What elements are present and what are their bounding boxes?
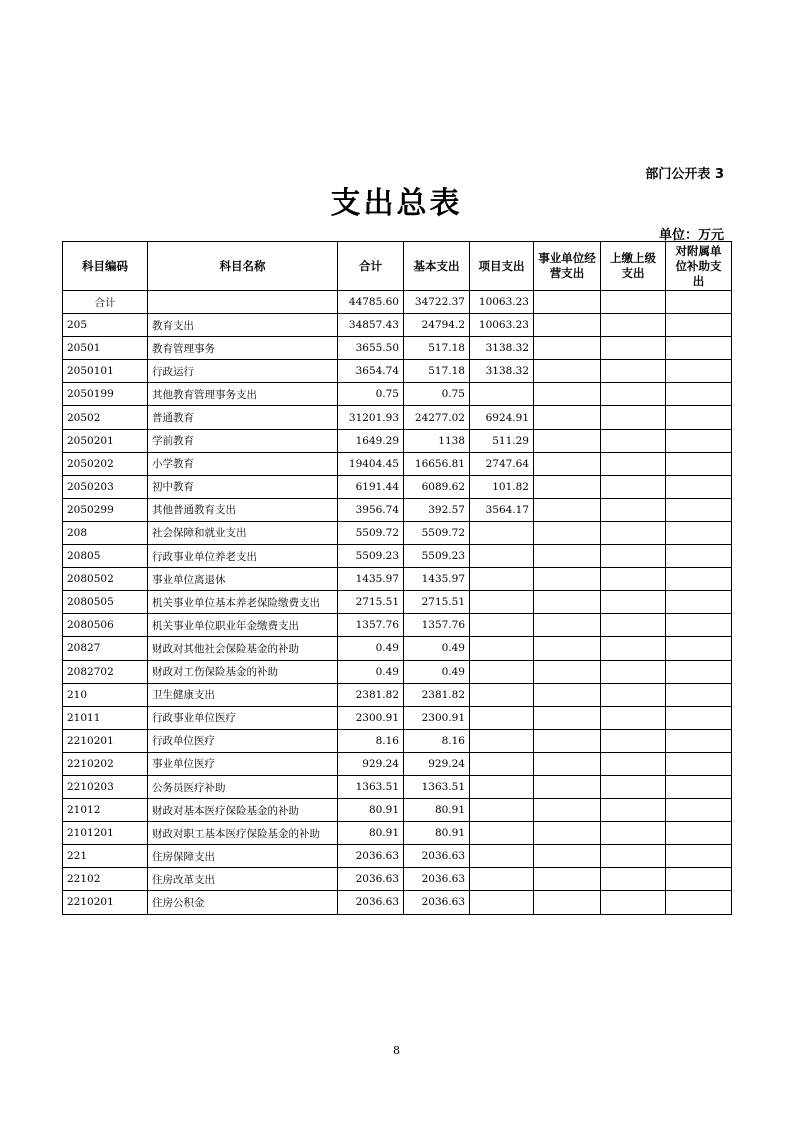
cell-name: 事业单位医疗 <box>148 752 338 775</box>
cell-total: 3655.50 <box>338 337 404 360</box>
cell-basic: 16656.81 <box>404 452 470 475</box>
cell-project: 10063.23 <box>470 291 534 314</box>
cell-subsidy <box>666 868 732 891</box>
cell-project <box>470 383 534 406</box>
cell-total: 19404.45 <box>338 452 404 475</box>
cell-code: 2050199 <box>63 383 148 406</box>
cell-subsidy <box>666 429 732 452</box>
cell-name: 卫生健康支出 <box>148 683 338 706</box>
cell-subsidy <box>666 614 732 637</box>
cell-name: 教育管理事务 <box>148 337 338 360</box>
cell-project <box>470 683 534 706</box>
cell-code: 22102 <box>63 868 148 891</box>
cell-project: 3138.32 <box>470 360 534 383</box>
cell-name: 学前教育 <box>148 429 338 452</box>
table-number: 部门公开表 3 <box>645 167 724 182</box>
cell-project <box>470 637 534 660</box>
cell-name: 行政单位医疗 <box>148 729 338 752</box>
cell-name: 小学教育 <box>148 452 338 475</box>
table-row <box>63 291 732 314</box>
table-row <box>63 775 732 798</box>
cell-code: 208 <box>63 521 148 544</box>
cell-name: 行政事业单位养老支出 <box>148 545 338 568</box>
cell-subsidy <box>666 799 732 822</box>
cell-total: 34857.43 <box>338 314 404 337</box>
table-header-row <box>63 242 732 291</box>
cell-subsidy <box>666 706 732 729</box>
cell-project <box>470 891 534 914</box>
cell-subsidy <box>666 822 732 845</box>
table-row <box>63 822 732 845</box>
cell-project <box>470 799 534 822</box>
cell-upper <box>601 568 666 591</box>
cell-name: 其他教育管理事务支出 <box>148 383 338 406</box>
cell-basic: 1435.97 <box>404 568 470 591</box>
header-upper: 上缴上级支出 <box>601 242 666 291</box>
table-row <box>63 545 732 568</box>
cell-total: 3654.74 <box>338 360 404 383</box>
cell-subsidy <box>666 637 732 660</box>
cell-basic: 5509.23 <box>404 545 470 568</box>
table-row <box>63 614 732 637</box>
cell-name: 住房保障支出 <box>148 845 338 868</box>
cell-total: 2036.63 <box>338 891 404 914</box>
cell-total: 1363.51 <box>338 775 404 798</box>
header-total: 合计 <box>338 242 404 291</box>
table-row <box>63 521 732 544</box>
cell-basic: 2300.91 <box>404 706 470 729</box>
cell-total: 3956.74 <box>338 498 404 521</box>
cell-subsidy <box>666 360 732 383</box>
page-number: 8 <box>393 1044 400 1057</box>
cell-total: 1649.29 <box>338 429 404 452</box>
cell-code: 21012 <box>63 799 148 822</box>
table-row <box>63 452 732 475</box>
cell-project: 3138.32 <box>470 337 534 360</box>
cell-business <box>534 868 601 891</box>
cell-business <box>534 683 601 706</box>
cell-total: 0.49 <box>338 637 404 660</box>
cell-name: 社会保障和就业支出 <box>148 521 338 544</box>
cell-code: 210 <box>63 683 148 706</box>
cell-code: 21011 <box>63 706 148 729</box>
cell-business <box>534 337 601 360</box>
cell-subsidy <box>666 891 732 914</box>
cell-business <box>534 591 601 614</box>
cell-code: 2210201 <box>63 891 148 914</box>
cell-business <box>534 314 601 337</box>
cell-basic: 2036.63 <box>404 868 470 891</box>
cell-total: 44785.60 <box>338 291 404 314</box>
table-body <box>63 291 732 915</box>
cell-basic: 0.49 <box>404 637 470 660</box>
table-row <box>63 752 732 775</box>
cell-upper <box>601 614 666 637</box>
table-row <box>63 591 732 614</box>
cell-basic: 8.16 <box>404 729 470 752</box>
cell-basic: 929.24 <box>404 752 470 775</box>
cell-name: 普通教育 <box>148 406 338 429</box>
cell-project <box>470 614 534 637</box>
cell-project <box>470 775 534 798</box>
cell-total: 2381.82 <box>338 683 404 706</box>
cell-total: 1435.97 <box>338 568 404 591</box>
cell-basic: 6089.62 <box>404 475 470 498</box>
cell-total: 5509.23 <box>338 545 404 568</box>
cell-project <box>470 568 534 591</box>
cell-project <box>470 660 534 683</box>
table-row <box>63 498 732 521</box>
cell-project: 3564.17 <box>470 498 534 521</box>
cell-upper <box>601 683 666 706</box>
table-row <box>63 683 732 706</box>
cell-upper <box>601 706 666 729</box>
cell-subsidy <box>666 545 732 568</box>
cell-project: 10063.23 <box>470 314 534 337</box>
cell-name: 财政对其他社会保险基金的补助 <box>148 637 338 660</box>
unit-label: 单位：万元 <box>658 228 724 243</box>
cell-business <box>534 360 601 383</box>
cell-project: 511.29 <box>470 429 534 452</box>
cell-basic: 2036.63 <box>404 891 470 914</box>
cell-upper <box>601 775 666 798</box>
cell-basic: 2036.63 <box>404 845 470 868</box>
cell-code: 2210201 <box>63 729 148 752</box>
cell-basic: 2715.51 <box>404 591 470 614</box>
cell-business <box>534 614 601 637</box>
cell-name: 行政运行 <box>148 360 338 383</box>
cell-total: 2300.91 <box>338 706 404 729</box>
cell-basic: 80.91 <box>404 799 470 822</box>
cell-subsidy <box>666 475 732 498</box>
cell-code: 20805 <box>63 545 148 568</box>
cell-upper <box>601 868 666 891</box>
cell-subsidy <box>666 752 732 775</box>
cell-code: 2080502 <box>63 568 148 591</box>
table-row <box>63 660 732 683</box>
cell-business <box>534 545 601 568</box>
cell-business <box>534 383 601 406</box>
cell-subsidy <box>666 775 732 798</box>
cell-code: 2101201 <box>63 822 148 845</box>
cell-total: 2715.51 <box>338 591 404 614</box>
cell-code: 20501 <box>63 337 148 360</box>
cell-business <box>534 429 601 452</box>
cell-name: 财政对基本医疗保险基金的补助 <box>148 799 338 822</box>
cell-subsidy <box>666 406 732 429</box>
cell-code: 2080505 <box>63 591 148 614</box>
page-title: 支出总表 <box>330 186 463 221</box>
table-row <box>63 429 732 452</box>
cell-business <box>534 521 601 544</box>
table-row <box>63 475 732 498</box>
cell-code: 2050101 <box>63 360 148 383</box>
cell-code: 205 <box>63 314 148 337</box>
cell-project: 2747.64 <box>470 452 534 475</box>
cell-code: 2050299 <box>63 498 148 521</box>
cell-subsidy <box>666 591 732 614</box>
header-business: 事业单位经营支出 <box>534 242 601 291</box>
cell-total: 5509.72 <box>338 521 404 544</box>
cell-project <box>470 545 534 568</box>
cell-subsidy <box>666 660 732 683</box>
cell-code: 2082702 <box>63 660 148 683</box>
cell-upper <box>601 637 666 660</box>
cell-business <box>534 291 601 314</box>
cell-name: 财政对职工基本医疗保险基金的补助 <box>148 822 338 845</box>
cell-project <box>470 845 534 868</box>
cell-basic: 0.49 <box>404 660 470 683</box>
cell-upper <box>601 498 666 521</box>
cell-upper <box>601 591 666 614</box>
cell-name: 其他普通教育支出 <box>148 498 338 521</box>
cell-code: 20502 <box>63 406 148 429</box>
cell-project <box>470 521 534 544</box>
cell-business <box>534 891 601 914</box>
cell-basic: 24277.02 <box>404 406 470 429</box>
table-row <box>63 845 732 868</box>
cell-upper <box>601 475 666 498</box>
cell-subsidy <box>666 729 732 752</box>
cell-upper <box>601 383 666 406</box>
cell-code: 2050202 <box>63 452 148 475</box>
cell-name: 住房公积金 <box>148 891 338 914</box>
cell-upper <box>601 291 666 314</box>
cell-total: 8.16 <box>338 729 404 752</box>
cell-upper <box>601 845 666 868</box>
table-row <box>63 360 732 383</box>
cell-subsidy <box>666 683 732 706</box>
cell-business <box>534 799 601 822</box>
cell-upper <box>601 660 666 683</box>
table-row <box>63 637 732 660</box>
cell-upper <box>601 314 666 337</box>
cell-total: 929.24 <box>338 752 404 775</box>
cell-upper <box>601 799 666 822</box>
cell-upper <box>601 891 666 914</box>
header-basic: 基本支出 <box>404 242 470 291</box>
cell-upper <box>601 729 666 752</box>
cell-code: 221 <box>63 845 148 868</box>
cell-subsidy <box>666 314 732 337</box>
table-row <box>63 799 732 822</box>
cell-name: 初中教育 <box>148 475 338 498</box>
cell-name: 财政对工伤保险基金的补助 <box>148 660 338 683</box>
cell-basic: 0.75 <box>404 383 470 406</box>
cell-basic: 34722.37 <box>404 291 470 314</box>
cell-name: 事业单位离退休 <box>148 568 338 591</box>
cell-business <box>534 452 601 475</box>
cell-subsidy <box>666 291 732 314</box>
cell-code: 2080506 <box>63 614 148 637</box>
cell-business <box>534 729 601 752</box>
table-row <box>63 891 732 914</box>
cell-name: 机关事业单位基本养老保险缴费支出 <box>148 591 338 614</box>
cell-subsidy <box>666 521 732 544</box>
cell-business <box>534 660 601 683</box>
cell-name: 公务员医疗补助 <box>148 775 338 798</box>
cell-total: 31201.93 <box>338 406 404 429</box>
cell-subsidy <box>666 452 732 475</box>
cell-code: 20827 <box>63 637 148 660</box>
table-row <box>63 337 732 360</box>
cell-total: 1357.76 <box>338 614 404 637</box>
table-row <box>63 568 732 591</box>
cell-name: 机关事业单位职业年金缴费支出 <box>148 614 338 637</box>
cell-code: 合计 <box>63 291 148 314</box>
table-row <box>63 729 732 752</box>
cell-basic: 5509.72 <box>404 521 470 544</box>
header-name: 科目名称 <box>148 242 338 291</box>
cell-project <box>470 591 534 614</box>
cell-upper <box>601 360 666 383</box>
header-code: 科目编码 <box>63 242 148 291</box>
table-row <box>63 314 732 337</box>
table-row <box>63 383 732 406</box>
cell-subsidy <box>666 845 732 868</box>
cell-total: 0.49 <box>338 660 404 683</box>
cell-project <box>470 706 534 729</box>
cell-business <box>534 406 601 429</box>
cell-name: 行政事业单位医疗 <box>148 706 338 729</box>
cell-basic: 517.18 <box>404 360 470 383</box>
cell-upper <box>601 406 666 429</box>
cell-basic: 24794.2 <box>404 314 470 337</box>
cell-basic: 80.91 <box>404 822 470 845</box>
cell-business <box>534 706 601 729</box>
cell-total: 0.75 <box>338 383 404 406</box>
cell-upper <box>601 452 666 475</box>
cell-code: 2050203 <box>63 475 148 498</box>
cell-basic: 1357.76 <box>404 614 470 637</box>
cell-basic: 1363.51 <box>404 775 470 798</box>
cell-name: 住房改革支出 <box>148 868 338 891</box>
header-subsidy: 对附属单位补助支出 <box>666 242 732 291</box>
cell-business <box>534 475 601 498</box>
cell-subsidy <box>666 568 732 591</box>
cell-subsidy <box>666 498 732 521</box>
expenditure-table <box>62 241 732 915</box>
cell-project <box>470 729 534 752</box>
cell-total: 6191.44 <box>338 475 404 498</box>
cell-business <box>534 498 601 521</box>
cell-upper <box>601 752 666 775</box>
cell-upper <box>601 337 666 360</box>
cell-subsidy <box>666 383 732 406</box>
cell-business <box>534 568 601 591</box>
cell-project <box>470 868 534 891</box>
header-project: 项目支出 <box>470 242 534 291</box>
cell-business <box>534 822 601 845</box>
cell-total: 2036.63 <box>338 845 404 868</box>
cell-name <box>148 291 338 314</box>
cell-project: 6924.91 <box>470 406 534 429</box>
cell-project <box>470 822 534 845</box>
cell-upper <box>601 822 666 845</box>
cell-basic: 2381.82 <box>404 683 470 706</box>
cell-basic: 1138 <box>404 429 470 452</box>
table-row <box>63 868 732 891</box>
cell-total: 80.91 <box>338 822 404 845</box>
cell-business <box>534 845 601 868</box>
cell-code: 2050201 <box>63 429 148 452</box>
cell-code: 2210203 <box>63 775 148 798</box>
table-row <box>63 706 732 729</box>
cell-project: 101.82 <box>470 475 534 498</box>
table-row <box>63 406 732 429</box>
cell-code: 2210202 <box>63 752 148 775</box>
cell-upper <box>601 545 666 568</box>
cell-subsidy <box>666 337 732 360</box>
cell-total: 2036.63 <box>338 868 404 891</box>
cell-upper <box>601 429 666 452</box>
cell-business <box>534 637 601 660</box>
cell-basic: 392.57 <box>404 498 470 521</box>
cell-total: 80.91 <box>338 799 404 822</box>
cell-basic: 517.18 <box>404 337 470 360</box>
cell-upper <box>601 521 666 544</box>
cell-project <box>470 752 534 775</box>
cell-business <box>534 775 601 798</box>
cell-business <box>534 752 601 775</box>
cell-name: 教育支出 <box>148 314 338 337</box>
